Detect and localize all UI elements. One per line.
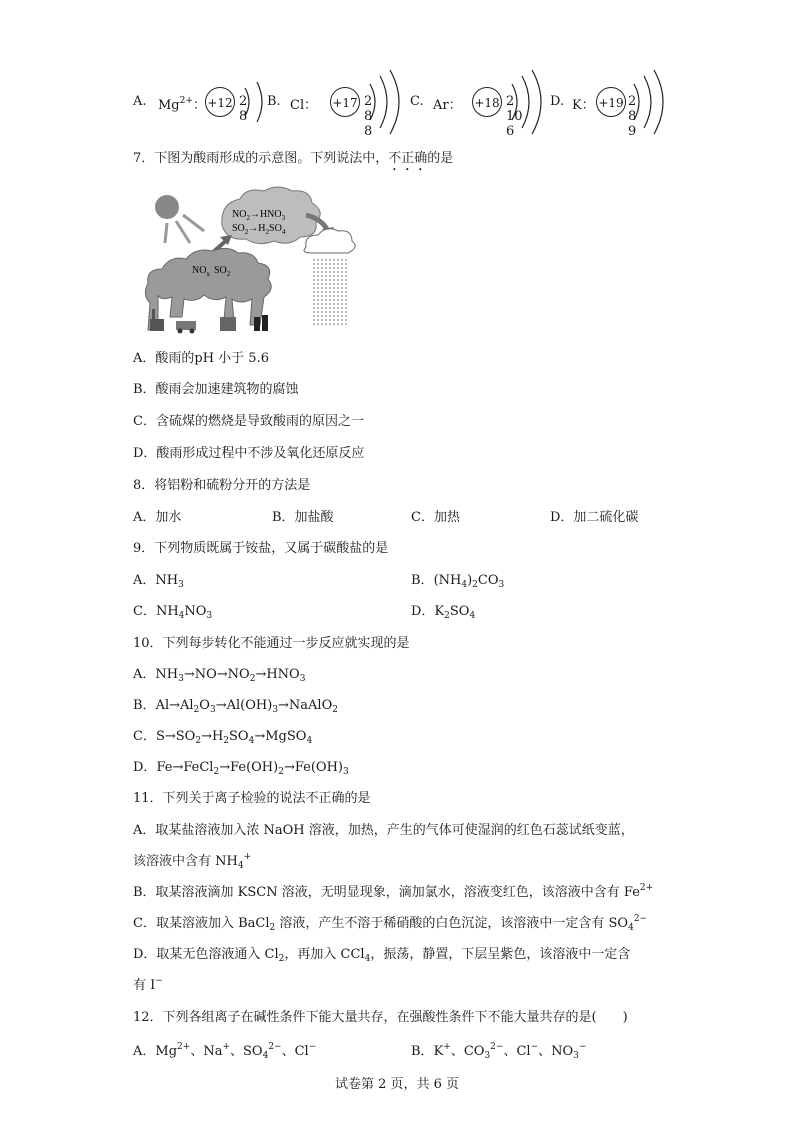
pollutants: $NO_x$ $SO_2$ — [192, 265, 231, 278]
reaction-2: $SO_2\to H_2SO_4$ — [232, 223, 286, 236]
q6-option-a-species: $Mg^{2+}$： — [158, 96, 206, 113]
q6-option-c-letter: C. — [410, 94, 424, 109]
electron-counts: 2 8 9 — [628, 94, 639, 139]
q6-option-b-species: Cl： — [290, 98, 318, 113]
q7-option-d: D．酸雨形成过程中不涉及氧化还原反应 — [133, 446, 365, 461]
q10-stem: 10．下列每步转化不能通过一步反应就实现的是 — [133, 636, 410, 651]
q8-option-c: C．加热 — [411, 510, 460, 525]
q10-option-d: D．$Fe\to FeCl_2\to Fe(OH)_2\to Fe(OH)_3$ — [133, 760, 349, 777]
sun-icon — [155, 195, 204, 243]
q12-option-a: A．$Mg^{2+}$、Na+、$SO_4^{2-}$、Cl− — [133, 1042, 317, 1061]
q7-option-a: A．酸雨的pH 小于 5.6 — [133, 351, 269, 366]
q7-stem: 7．下图为酸雨形成的示意图。下列说法中，不正确的是 — [133, 151, 454, 166]
electron-shell-arcs — [205, 70, 265, 140]
nucleus: +18 — [472, 87, 502, 117]
q10-option-c: C．$S\to SO_2\to H_2SO_4\to MgSO_4$ — [133, 729, 313, 746]
q8-option-b: B．加盐酸 — [272, 510, 334, 525]
q12-option-b: B．K+、$CO_3^{2-}$、Cl−、$NO_3^-$ — [411, 1042, 587, 1061]
q9-option-c: C．$NH_4NO_3$ — [133, 604, 213, 621]
q11-option-c: C．取某溶液加入 BaCl$_2$ 溶液，产生不溶于稀硝酸的白色沉淀，该溶液中一定含有 $SO_4^{2-}$ — [133, 914, 648, 933]
q11-option-d-line1: D．取某无色溶液通入 $Cl_2$，再加入 CCl$_4$，振荡，静置，下层呈紫色，该溶液中一定含 — [133, 947, 631, 964]
q6-option-a-letter: A. — [133, 94, 147, 109]
building-icon — [220, 317, 236, 331]
acid-rain-figure — [140, 185, 370, 335]
q11-option-a-line1: A．取某盐溶液加入浓 NaOH 溶液，加热，产生的气体可使湿润的红色石蕊试纸变蓝， — [133, 823, 634, 838]
q8-stem: 8．将铝粉和硫粉分开的方法是 — [133, 478, 311, 493]
truck-icon — [176, 321, 196, 334]
q11-stem: 11．下列关于离子检验的说法不正确的是 — [133, 791, 371, 806]
electron-counts: 2 8 8 — [364, 94, 375, 139]
electron-counts: 2 8 — [239, 94, 250, 124]
q6-option-c-species: Ar： — [433, 98, 462, 113]
q9-option-d: D．$K_2SO_4$ — [411, 604, 476, 621]
electron-counts: 2 10 6 — [506, 94, 523, 139]
nucleus: +17 — [330, 87, 360, 117]
q9-option-b: B．$(NH_4)_2CO_3$ — [411, 573, 505, 590]
q9-stem: 9．下列物质既属于铵盐，又属于碳酸盐的是 — [133, 541, 389, 556]
nucleus: +12 — [205, 87, 235, 117]
q6-option-d-species: K： — [572, 98, 595, 113]
q6-option-d-letter: D. — [550, 94, 565, 109]
rain-drops — [314, 259, 346, 327]
q10-option-b: B．$Al\to Al_2O_3\to Al(OH)_3\to NaAlO_2$ — [133, 698, 338, 715]
q11-option-a-line2: 该溶液中含有 $NH_4^+$ — [133, 852, 252, 871]
page-footer: 试卷第 2 页，共 6 页 — [334, 1077, 460, 1092]
q11-option-b: B．取某溶液滴加 KSCN 溶液，无明显现象，滴加氯水，溶液变红色，该溶液中含有 $Fe^{2+}$ — [133, 883, 654, 900]
q8-option-a: A．加水 — [133, 510, 182, 525]
q7-option-b: B．酸雨会加速建筑物的腐蚀 — [133, 382, 299, 397]
q9-option-a: A．$NH_3$ — [133, 573, 184, 590]
q12-stem: 12．下列各组离子在碱性条件下能大量共存，在强酸性条件下不能大量共存的是( ) — [133, 1010, 628, 1025]
q11-option-d-line2: 有 I− — [133, 976, 163, 993]
q7-option-c: C．含硫煤的燃烧是导致酸雨的原因之一 — [133, 414, 364, 429]
reaction-1: $NO_2\to HNO_3$ — [232, 209, 286, 222]
q10-option-a: A．$NH_3\to NO\to NO_2\to HNO_3$ — [133, 667, 306, 684]
q6-option-b-letter: B. — [267, 94, 281, 109]
q7-emphasis: 不正确 — [388, 151, 428, 166]
nucleus: +19 — [596, 87, 626, 117]
smoke-cloud — [145, 248, 271, 330]
q8-option-d: D．加二硫化碳 — [550, 510, 639, 525]
